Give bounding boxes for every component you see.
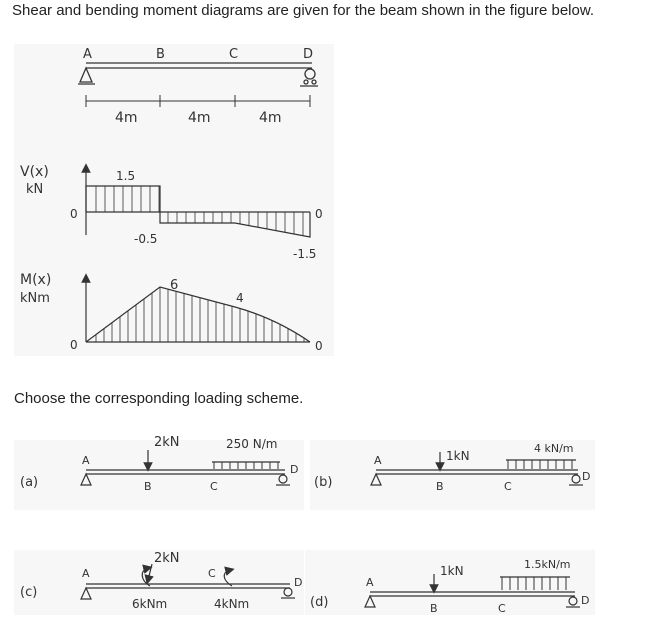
option-d-point-c: C xyxy=(498,602,506,615)
label-d: D xyxy=(303,47,314,62)
option-a-point-b: B xyxy=(144,480,152,493)
option-c-point-a: A xyxy=(82,567,90,580)
moment-label-3: 0 xyxy=(315,339,323,353)
option-a-point-d: D xyxy=(290,463,299,476)
option-a-label: (a) xyxy=(20,475,39,490)
moment-label-2: 4 xyxy=(236,291,244,305)
span-bc: 4m xyxy=(188,110,211,126)
option-b-point-b: B xyxy=(436,480,444,493)
option-a-point-c: C xyxy=(210,480,218,493)
option-c-point-d: D xyxy=(294,576,303,589)
option-d-load-2: 1.5kN/m xyxy=(524,558,571,571)
shear-unit: kN xyxy=(26,182,44,197)
moment-unit: kNm xyxy=(20,291,50,306)
option-a-load-1: 2kN xyxy=(154,435,180,450)
moment-title: M(x) xyxy=(20,272,52,288)
option-d-load-1: 1kN xyxy=(440,564,464,578)
option-d-point-a: A xyxy=(366,576,374,589)
option-c-load-1: 2kN xyxy=(154,551,180,566)
moment-zero: 0 xyxy=(70,338,78,352)
moment-label-1: 6 xyxy=(170,278,179,293)
option-c-point-c: C xyxy=(208,567,216,580)
option-c-load-3: 4kNm xyxy=(214,597,250,611)
shear-title: V(x) xyxy=(20,164,49,180)
label-c: C xyxy=(229,47,239,62)
option-b-load-1: 1kN xyxy=(446,449,470,463)
option-a-load-2: 250 N/m xyxy=(226,437,278,451)
option-b-point-c: C xyxy=(504,480,512,493)
prompt-text: Choose the corresponding loading scheme. xyxy=(14,390,304,407)
option-d-point-d: D xyxy=(581,594,590,607)
option-a-point-a: A xyxy=(82,454,90,467)
label-a: A xyxy=(83,47,92,62)
label-b: B xyxy=(156,47,165,62)
shear-zero: 0 xyxy=(70,207,78,221)
shear-label-3: 0 xyxy=(315,207,323,221)
shear-label-2: -0.5 xyxy=(134,232,158,246)
option-c-load-2: 6kNm xyxy=(132,597,168,611)
shear-label-1: 1.5 xyxy=(116,169,136,183)
option-b-label: (b) xyxy=(314,475,333,490)
option-c-label: (c) xyxy=(20,585,38,600)
question-text: Shear and bending moment diagrams are given for the beam shown in the figure below. xyxy=(12,2,595,19)
option-b-load-2: 4 kN/m xyxy=(534,442,574,455)
shear-label-4: -1.5 xyxy=(293,247,317,261)
option-b-point-d: D xyxy=(582,470,591,483)
span-ab: 4m xyxy=(115,110,138,126)
option-b-point-a: A xyxy=(374,454,382,467)
option-d-label: (d) xyxy=(310,595,329,610)
span-cd: 4m xyxy=(259,110,282,126)
diagram-panel xyxy=(14,44,334,356)
option-d-point-b: B xyxy=(430,602,438,615)
